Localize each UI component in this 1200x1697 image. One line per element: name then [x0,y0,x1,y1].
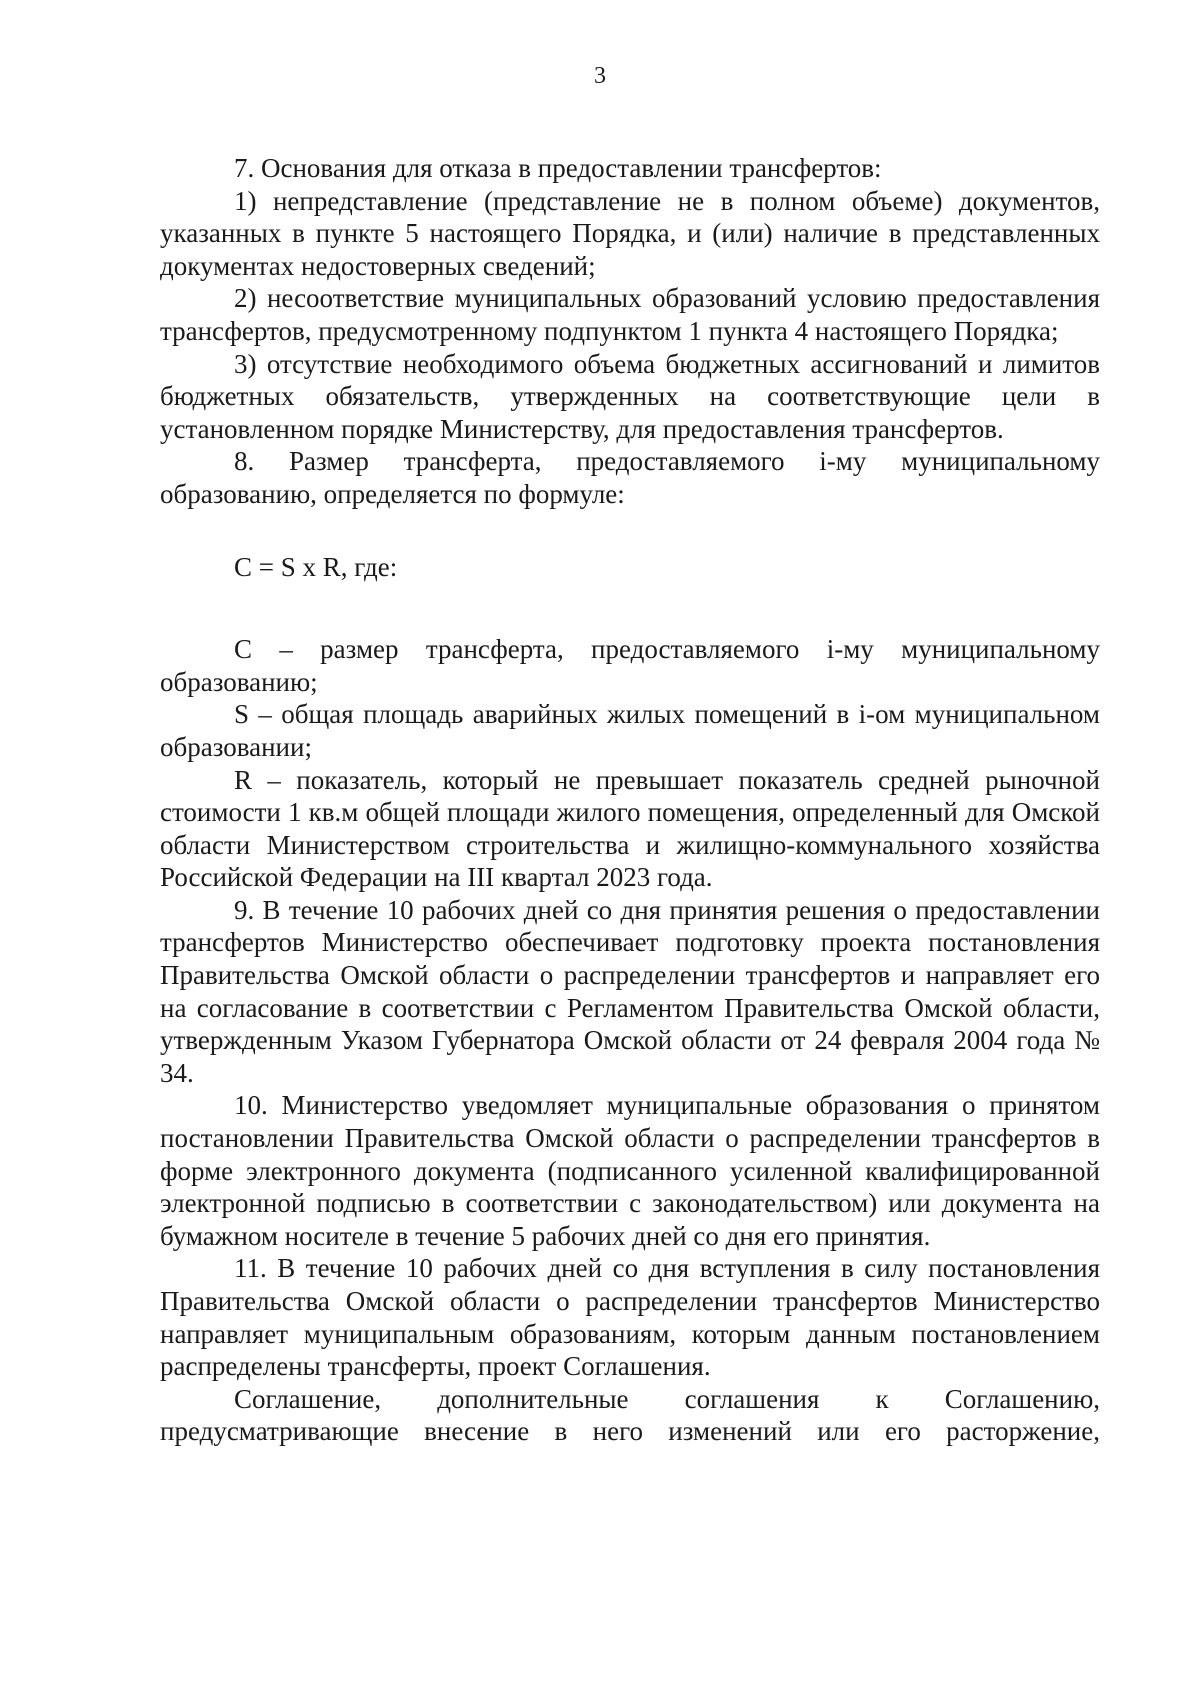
definition-r: R – показатель, который не превышает показатель средней рыночной стоимости 1 кв.м общей площади жилого помещения, определенный для Омской области Министерством строительства и жилищно-коммунального хозяйства Российской Федерации на III квартал 2023 года. [160,764,1100,893]
paragraph-9: 9. В течение 10 рабочих дней со дня принятия решения о предоставлении трансфертов Министерство обеспечивает подготовку проекта постановления Правительства Омской области о распределении трансфертов и направляет его на согласование в соответствии с Регламентом Правительства Омской области, утвержденным Указом Губернатора Омской области от 24 февраля 2004 года № 34. [160,894,1100,1088]
formula: C = S x R, где: [234,551,398,582]
paragraph-10: 10. Министерство уведомляет муниципальные образования о принятом постановлении Правительства Омской области о распределении трансфертов в форме электронного документа (подписанного усиленной квалифицированной электронной подписью в соответствии с законодательством) или документа на бумажном носителе в течение 5 рабочих дней со дня его принятия. [160,1090,1100,1251]
paragraph-11-continued: Соглашение, дополнительные соглашения к Соглашению, предусматривающие внесение в него изменений или его расторжение, [160,1383,1100,1447]
definition-c: C – размер трансферта, предоставляемого i-му муниципальному образованию; [160,634,1100,697]
paragraph-7-item-2: 2) несоответствие муниципальных образований условию предоставления трансфертов, предусмотренному подпунктом 1 пункта 4 настоящего Порядка; [160,283,1100,346]
definition-s: S – общая площадь аварийных жилых помещений в i-ом муниципальном образовании; [160,699,1100,762]
paragraph-11: 11. В течение 10 рабочих дней со дня вступления в силу постановления Правительства Омской области о распределении трансфертов Министерство направляет муниципальным образованиям, которым данным постановлением распределены трансферты, проект Соглашения. [160,1253,1100,1382]
paragraph-7-title: 7. Основания для отказа в предоставлении трансфертов: [234,153,882,183]
paragraph-7-item-1: 1) непредставление (представление не в полном объеме) документов, указанных в пункте 5 настоящего Порядка, и (или) наличие в представленных документах недостоверных сведений; [160,185,1100,281]
document-body [160,152,1100,1448]
paragraph-8: 8. Размер трансферта, предоставляемого i-му муниципальному образованию, определяется по формуле: [160,446,1100,509]
page-number: 3 [594,63,606,89]
paragraph-7-item-3: 3) отсутствие необходимого объема бюджетных ассигнований и лимитов бюджетных обязательств, утвержденных на соответствующие цели в установленном порядке Министерству, для предоставления трансфертов. [160,348,1100,444]
